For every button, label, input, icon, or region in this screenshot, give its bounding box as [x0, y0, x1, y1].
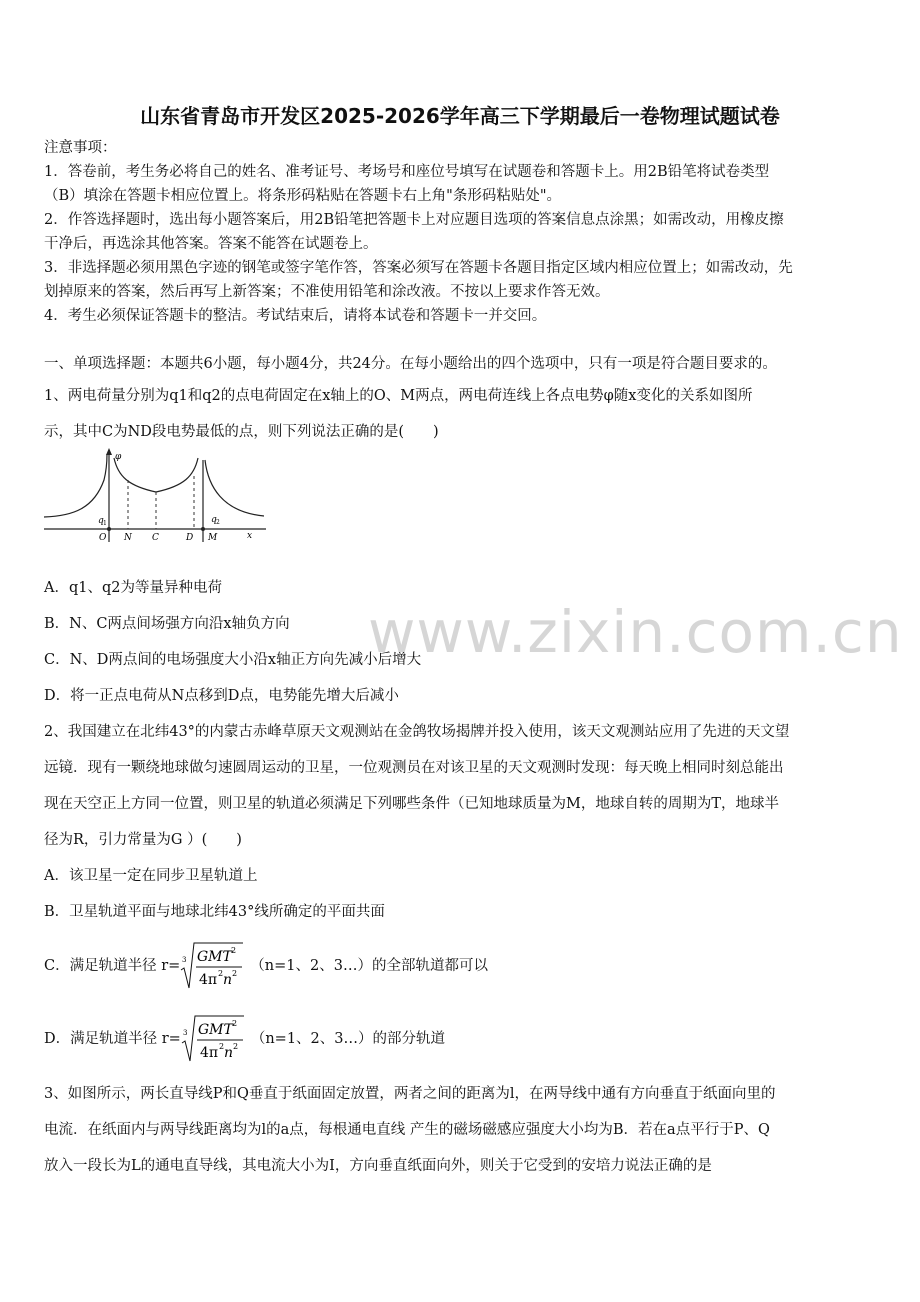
denominator-sup2-c: 2: [232, 969, 238, 978]
q1-stem-b: 示，其中C为ND段电势最低的点，则下列说法正确的是( ): [44, 424, 439, 440]
cube-root-formula-c: [180, 940, 244, 992]
denominator-d: 4π: [199, 1045, 218, 1061]
n-label: N: [124, 533, 132, 543]
numerator-d: GMT: [197, 1022, 233, 1038]
middle-curve: [114, 458, 198, 492]
notice-line-2b: 干净后，再选涂其他答案。答案不能答在试题卷上。: [44, 236, 378, 252]
q1-sub-label: 1: [103, 520, 107, 527]
q1-label: q: [98, 516, 104, 526]
q2-label: q: [211, 515, 217, 525]
section-heading: 一、单项选择题：本题共6小题，每小题4分，共24分。在每小题给出的四个选项中，只有一项是符合题目要求的。: [44, 356, 777, 372]
point-o: [107, 527, 111, 531]
point-m: [201, 527, 205, 531]
phi-axis-arrow: [106, 448, 112, 455]
q3-stem-b: 电流．在纸面内与两导线距离均为l的a点，每根通电直线 产生的磁场磁感应强度大小均为B．若在a点平行于P、Q: [44, 1122, 770, 1138]
q1-option-b: B．N、C两点间场强方向沿x轴负方向: [44, 616, 290, 632]
d-label: D: [186, 533, 194, 543]
q2-stem-b: 远镜．现有一颗绕地球做匀速圆周运动的卫星，一位观测员在对该卫星的天文观测时发现：每天晚上相同时刻总能出: [44, 760, 784, 776]
numerator-c: GMT: [197, 949, 233, 965]
notice-line-2a: 2．作答选择题时，选出每小题答案后，用2B铅笔把答题卡上对应题目选项的答案信息点涂黑；如需改动，用橡皮擦: [44, 212, 784, 228]
q3-stem-a: 3、如图所示，两长直导线P和Q垂直于纸面固定放置，两者之间的距离为l，在两导线中通有方向垂直于纸面向里的: [44, 1086, 776, 1102]
q3-stem-c: 放入一段长为L的通电直导线，其电流大小为I，方向垂直纸面向外，则关于它受到的安培力说法正确的是: [44, 1158, 712, 1174]
watermark: www.zixin.com.cn: [368, 598, 903, 666]
denominator-sup1-d: 2: [218, 1042, 224, 1051]
cube-root-formula-d: [181, 1013, 245, 1065]
x-label: x: [247, 531, 253, 541]
q2-stem-d: 径为R，引力常量为G ）( ): [44, 832, 242, 848]
right-curve: [205, 460, 264, 516]
root-index-c: 3: [182, 956, 187, 964]
left-curve: [44, 454, 107, 517]
denominator-c: 4π: [199, 972, 218, 988]
denominator-n-c: n: [223, 972, 233, 988]
q2-option-d-post: （n=1、2、3…）的部分轨道: [250, 1031, 445, 1047]
q2-sub-label: 2: [216, 519, 220, 526]
q2-option-c-post: （n=1、2、3…）的全部轨道都可以: [250, 958, 488, 974]
potential-graph-figure: [44, 446, 274, 546]
q1-option-d: D．将一正点电荷从N点移到D点，电势能先增大后减小: [44, 688, 399, 704]
numerator-sup-d: 2: [231, 1019, 237, 1028]
notice-heading: 注意事项：: [44, 140, 117, 156]
page-title: 山东省青岛市开发区2025-2026学年高三下学期最后一卷物理试题试卷: [140, 104, 780, 128]
o-label: O: [99, 533, 107, 543]
q2-option-b: B．卫星轨道平面与地球北纬43°线所确定的平面共面: [44, 904, 385, 920]
q1-stem-a: 1、两电荷量分别为q1和q2的点电荷固定在x轴上的O、M两点，两电荷连线上各点电势φ随x变化的关系如图所: [44, 388, 753, 404]
notice-line-3b: 划掉原来的答案，然后再写上新答案；不准使用铅笔和涂改液。不按以上要求作答无效。: [44, 284, 610, 300]
notice-line-1a: 1．答卷前，考生务必将自己的姓名、准考证号、考场号和座位号填写在试题卷和答题卡上。用2B铅笔将试卷类型: [44, 164, 770, 180]
notice-line-1b: （B）填涂在答题卡相应位置上。将条形码粘贴在答题卡右上角"条形码粘贴处"。: [44, 188, 561, 204]
c-label: C: [152, 533, 159, 543]
root-index-d: 3: [182, 1029, 188, 1037]
denominator-n-d: n: [223, 1045, 233, 1061]
q2-option-a: A．该卫星一定在同步卫星轨道上: [44, 868, 258, 884]
m-label: M: [208, 533, 218, 543]
q2-option-d-pre: D．满足轨道半径 r=: [44, 1031, 181, 1047]
notice-line-3a: 3．非选择题必须用黑色字迹的钢笔或签字笔作答，答案必须写在答题卡各题目指定区域内相应位置上；如需改动，先: [44, 260, 793, 276]
numerator-sup-c: 2: [231, 946, 237, 955]
notice-line-4: 4．考生必须保证答题卡的整洁。考试结束后，请将本试卷和答题卡一并交回。: [44, 308, 547, 324]
q2-stem-c: 现在天空正上方同一位置，则卫星的轨道必须满足下列哪些条件（已知地球质量为M，地球自转的周期为T，地球半: [44, 796, 780, 812]
q2-option-c-pre: C．满足轨道半径 r=: [44, 958, 181, 974]
q1-option-a: A．q1、q2为等量异种电荷: [44, 580, 222, 596]
q2-option-d: [44, 1013, 445, 1065]
phi-label: φ: [115, 452, 122, 462]
q2-option-c: [44, 940, 488, 992]
q2-stem-a: 2、我国建立在北纬43°的内蒙古赤峰草原天文观测站在金鸽牧场揭牌并投入使用，该天文观测站应用了先进的天文望: [44, 724, 790, 740]
denominator-sup2-d: 2: [232, 1042, 238, 1051]
denominator-sup1-c: 2: [218, 969, 224, 978]
q1-option-c: C．N、D两点间的电场强度大小沿x轴正方向先减小后增大: [44, 652, 422, 668]
